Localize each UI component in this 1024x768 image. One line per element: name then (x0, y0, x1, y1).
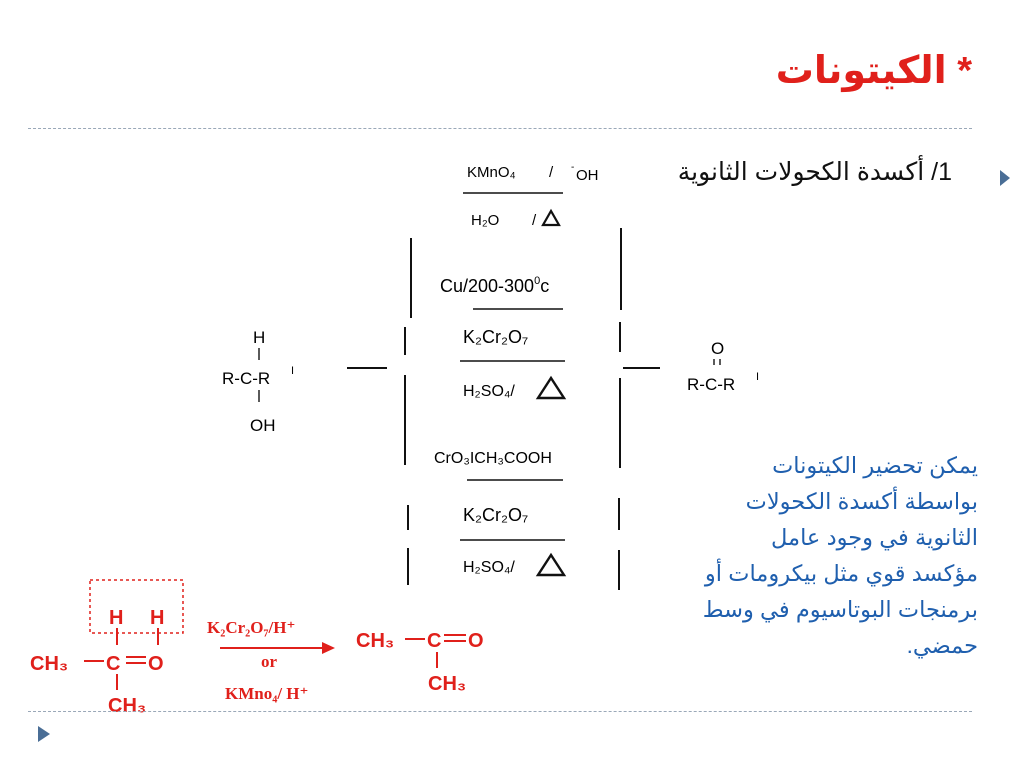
reagent-h2so4-a: H₂SO₄/ (463, 383, 515, 400)
reactant-rcr: R-C-R (222, 369, 271, 388)
example-c: C (106, 653, 121, 675)
example-prod-c: C (427, 630, 442, 652)
bottom-divider (28, 711, 972, 712)
heat-icon (538, 378, 564, 398)
heat-icon (543, 211, 559, 225)
slide-title: * الكيتونات (775, 50, 972, 92)
reagent-oh: OH (576, 167, 599, 184)
heat-icon (538, 555, 564, 575)
highlight-box (90, 580, 183, 633)
reagent-column (405, 162, 621, 590)
example-reagent-top: K₂Cr₂O₇/H⁺ (207, 618, 296, 637)
reagent-slash: / (549, 164, 554, 181)
reactant-h: H (253, 328, 266, 347)
example-h-right: H (150, 607, 165, 629)
example-ch3-left: CH₃ (30, 653, 69, 675)
product-rcr: R-C-R (687, 375, 736, 394)
next-slide-icon[interactable] (38, 726, 52, 742)
reactant-structure (222, 328, 294, 435)
reactant-oh: OH (250, 416, 276, 435)
example-prod-o: O (468, 630, 484, 652)
example-h-left: H (109, 607, 124, 629)
reaction-arrow-icon (322, 642, 335, 654)
bullet-number: 1/ (931, 158, 952, 186)
example-reagent-bottom: KMno₄/ H⁺ (225, 684, 309, 703)
bullet-text: أكسدة الكحولات الثانوية (677, 158, 925, 186)
example-ch3-bottom: CH₃ (108, 695, 147, 717)
reagent-oh-charge: - (571, 162, 575, 173)
product-structure (687, 339, 759, 394)
reagent-cu: $Cu/200-300^0c$ (440, 275, 550, 296)
reagent-cro3: CrO₃ICH₃COOH (434, 450, 552, 467)
svg-text:/: / (532, 212, 537, 229)
reagent-k2cr2o7-b: K₂Cr₂O₇ (463, 505, 529, 525)
reagent-k2cr2o7-a: K₂Cr₂O₇ (463, 327, 529, 347)
reagent-kmno4: KMnO₄ (467, 164, 516, 181)
product-o: O (711, 339, 725, 358)
example-reaction (30, 580, 484, 717)
example-reagent-or: or (261, 652, 278, 671)
reagent-h2so4-b: H₂SO₄/ (463, 559, 515, 576)
example-prod-ch3: CH₃ (356, 630, 395, 652)
reagent-h2o: H₂O (471, 212, 500, 229)
example-prod-ch3-bottom: CH₃ (428, 673, 467, 695)
description-text: يمكن تحضير الكيتونات بواسطة أكسدة الكحولات الثانوية في وجود عامل مؤكسد قوي مثل بيكرومات أو برمنجات البوتاسيوم في وسط حمضي. (702, 453, 978, 658)
example-o: O (148, 653, 164, 675)
reactant-prime: I (291, 365, 295, 377)
product-prime: I (756, 371, 760, 383)
